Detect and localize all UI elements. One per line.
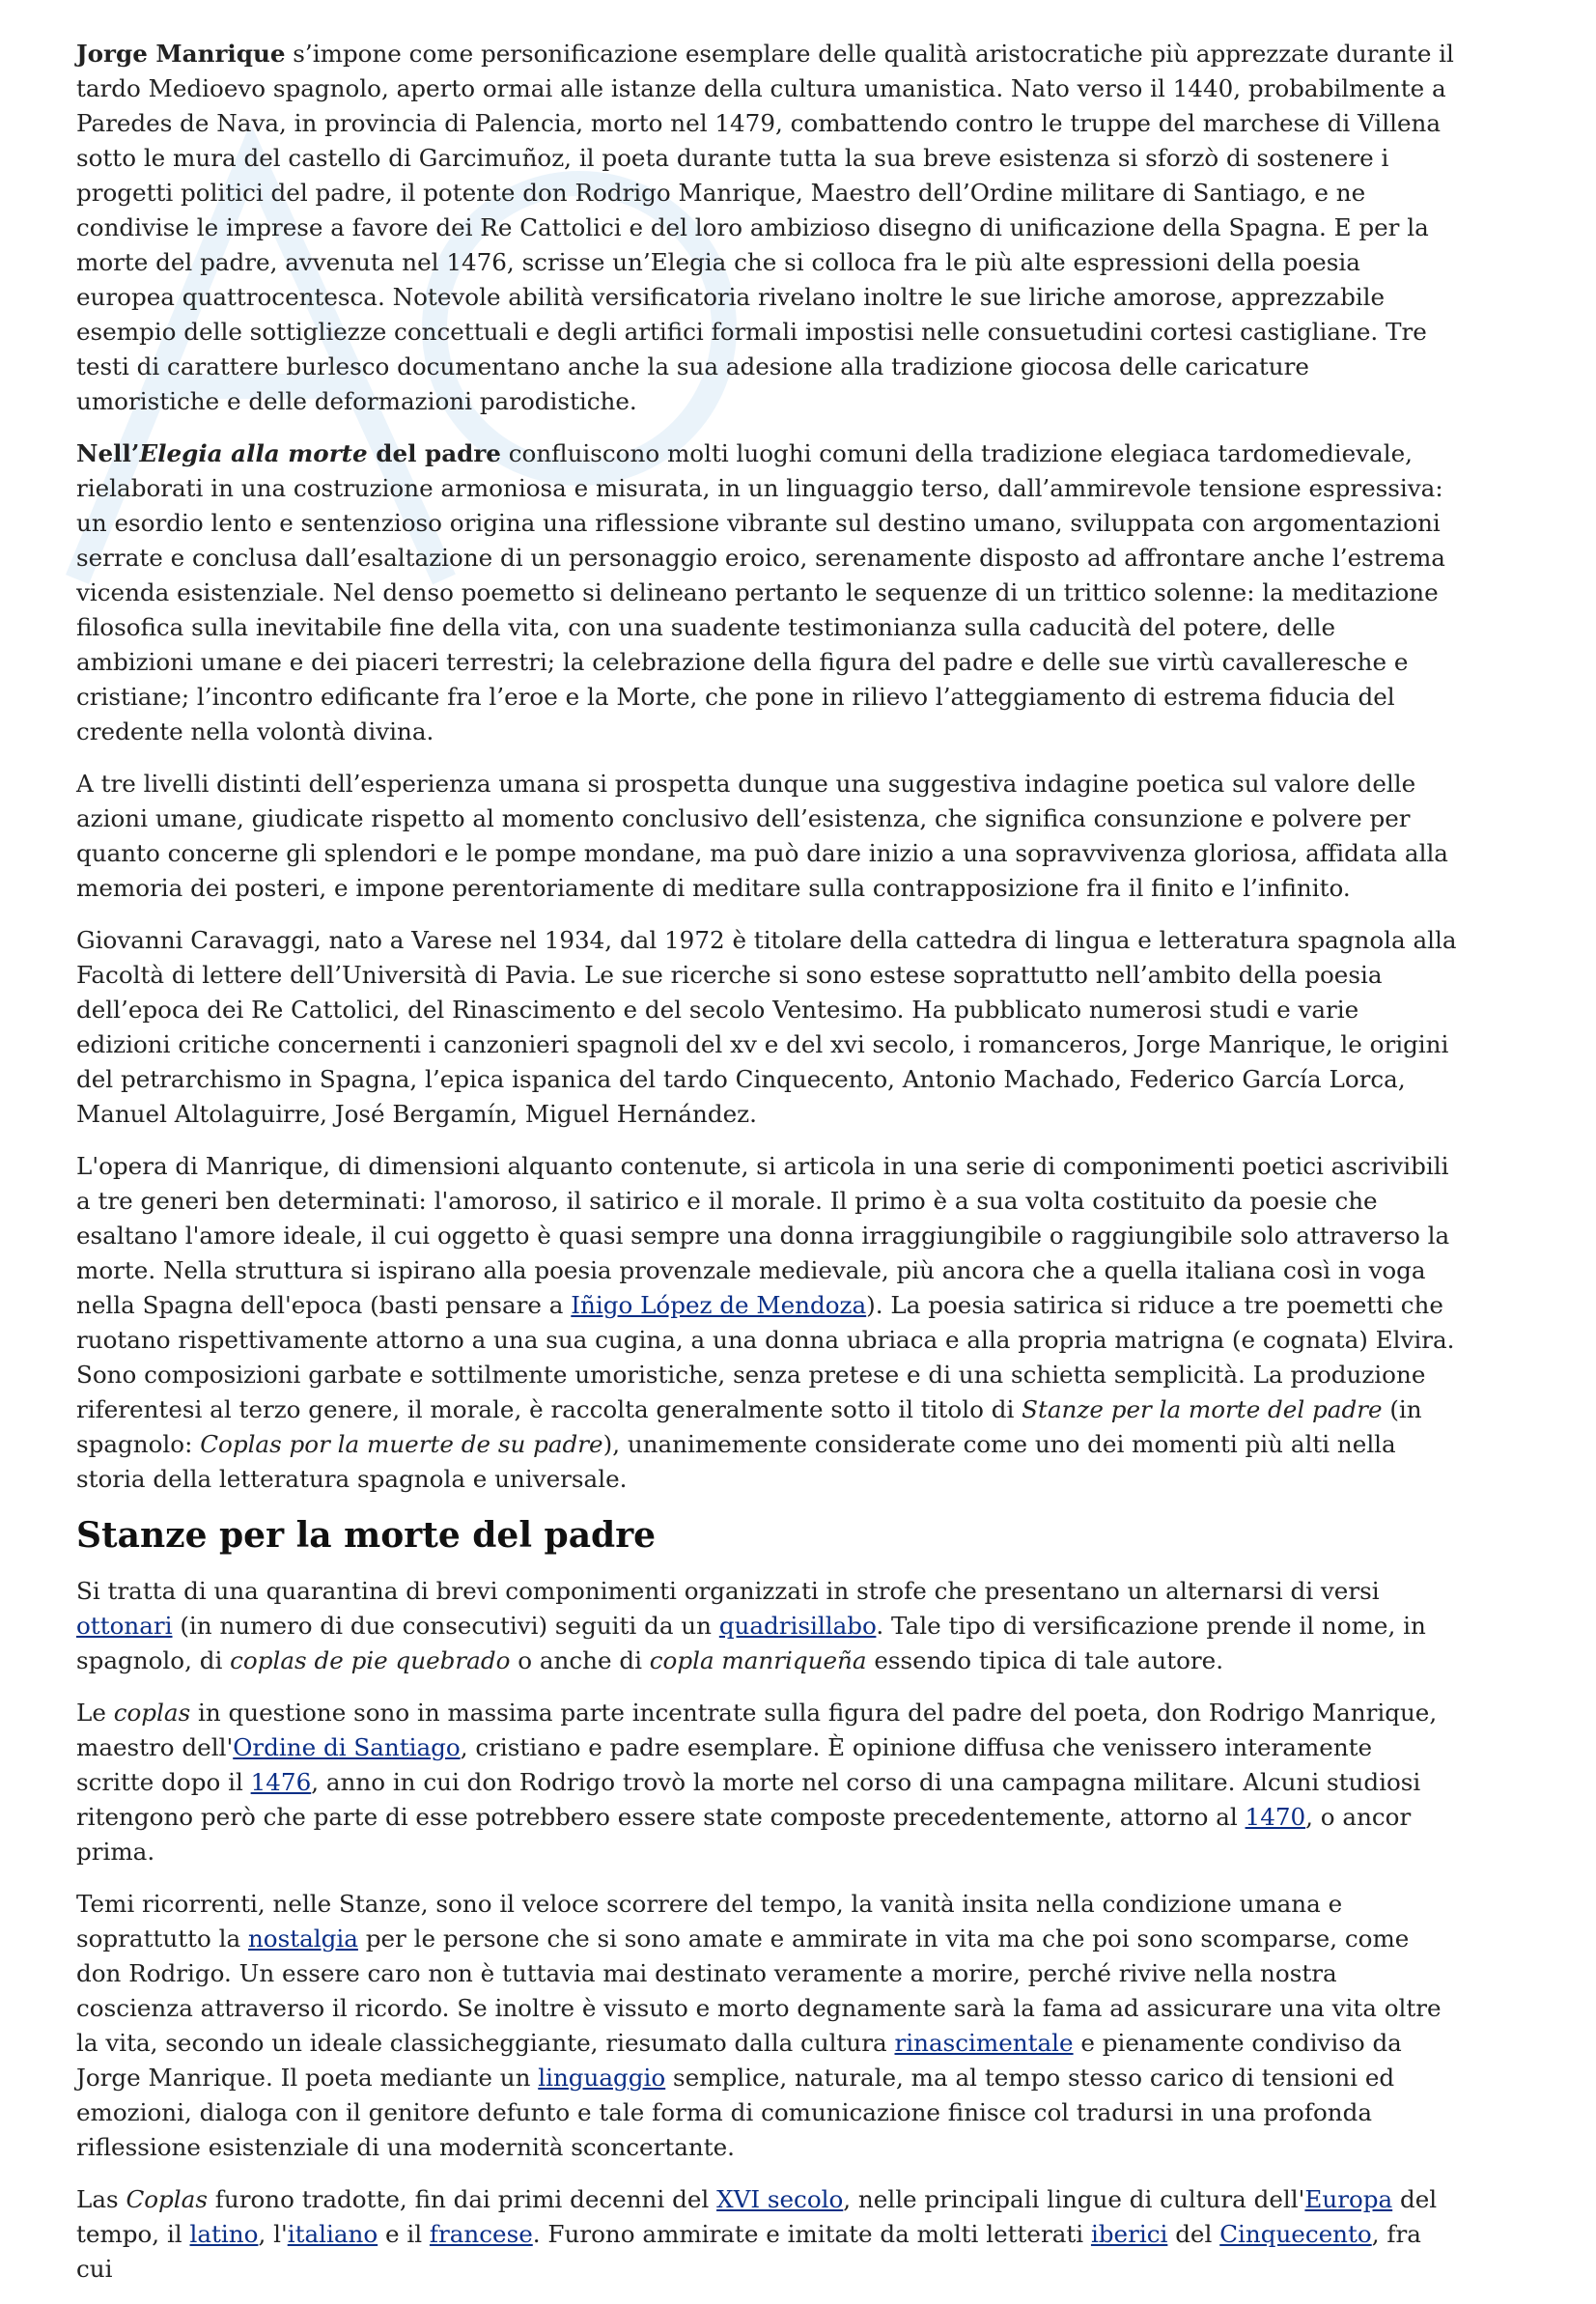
- link-quadrisillabo[interactable]: quadrisillabo: [718, 1612, 877, 1640]
- link-ottonari[interactable]: ottonari: [76, 1612, 173, 1640]
- paragraph-traduzioni: Las Coplas furono tradotte, fin dai primi decenni del XVI secolo, nelle principali lingue di cultura dell'Europa del tempo, il latino, l'italiano e il francese. Furono ammirate e imitate da molti letterati iberici del Cinquecento, fra cui: [76, 2185, 1438, 2283]
- link-1476[interactable]: 1476: [250, 1768, 312, 1796]
- paragraph-livelli: A tre livelli distinti dell’esperienza umana si prospetta dunque una suggestiva indagine poetica sul valore delle azioni umane, giudicate rispetto al momento conclusivo dell’esistenza, che significa consunzione e polvere per quanto concerne gli splendori e le pompe mondane, ma può dare inizio a una sopravvivenza gloriosa, affidata alla memoria dei posteri, e impone perentoriamente di meditare sulla contrapposizione fra il finito e l’infinito.: [76, 770, 1448, 902]
- paragraph-temi: Temi ricorrenti, nelle Stanze, sono il veloce scorrere del tempo, la vanità insita nella condizione umana e soprattutto la nostalgia per le persone che si sono amate e ammirate in vita ma che poi sono scomparse, come don Rodrigo. Un essere caro non è tuttavia mai destinato veramente a morire, perché rivive nella nostra coscienza attraverso il ricordo. Se inoltre è vissuto e morto degnamente sarà la fama ad assicurare una vita oltre la vita, secondo un ideale classicheggiante, riesumato dalla cultura rinascimentale e pienamente condiviso da Jorge Manrique. Il poeta mediante un linguaggio semplice, naturale, ma al tempo stesso carico di tensioni ed emozioni, dialoga con il genitore defunto e tale forma di comunicazione finisce col tradursi in una profonda riflessione esistenziale di una modernità sconcertante.: [76, 1890, 1442, 2161]
- link-cinquecento[interactable]: Cinquecento: [1219, 2220, 1372, 2248]
- link-1470[interactable]: 1470: [1245, 1803, 1306, 1831]
- paragraph-elegia: Nell’Elegia alla morte del padre confluiscono molti luoghi comuni della tradizione elegiaca tardomedievale, rielaborati in una costruzione armoniosa e misurata, in un linguaggio terso, dall’ammirevole tensione espressiva: un esordio lento e sentenzioso origina una riflessione vibrante sul destino umano, sviluppata con argomentazioni serrate e conclusa dall’esaltazione di un personaggio eroico, serenamente disposto ad affrontare anche l’estrema vicenda esistenziale. Nel denso poemetto si delineano pertanto le sequenze di un trittico solenne: la meditazione filosofica sulla inevitabile fine della vita, con una suadente testimonianza sulla caducità del potere, delle ambizioni umane e dei piaceri terrestri; la celebrazione della figura del padre e delle sue virtù cavalleresche e cristiane; l’incontro edificante fra l’eroe e la Morte, che pone in rilievo l’atteggiamento di estrema fiducia del credente nella volontà divina.: [76, 439, 1445, 745]
- link-italiano[interactable]: italiano: [287, 2220, 378, 2248]
- link-latino[interactable]: latino: [189, 2220, 259, 2248]
- document-page: [76, 37, 1457, 2304]
- author-name: Jorge Manrique: [76, 40, 286, 68]
- link-linguaggio[interactable]: linguaggio: [538, 2064, 666, 2092]
- elegia-title: Elegia alla morte: [139, 439, 368, 467]
- link-inigo-lopez-de-mendoza[interactable]: Iñigo López de Mendoza: [571, 1291, 867, 1319]
- paragraph-versificazione: Si tratta di una quarantina di brevi componimenti organizzati in strofe che presentano un alternarsi di versi ottonari (in numero di due consecutivi) seguiti da un quadrisillabo. Tale tipo di versificazione prende il nome, in spagnolo, di coplas de pie quebrado o anche di copla manriqueña essendo tipica di tale autore.: [76, 1577, 1426, 1674]
- paragraph-coplas: Le coplas in questione sono in massima parte incentrate sulla figura del padre del poeta, don Rodrigo Manrique, maestro dell'Ordine di Santiago, cristiano e padre esemplare. È opinione diffusa che venissero interamente scritte dopo il 1476, anno in cui don Rodrigo trovò la morte nel corso di una campagna militare. Alcuni studiosi ritengono però che parte di esse potrebbero essere state composte precedentemente, attorno al 1470, o ancor prima.: [76, 1699, 1438, 1866]
- paragraph-opera: L'opera di Manrique, di dimensioni alquanto contenute, si articola in una serie di componimenti poetici ascrivibili a tre generi ben determinati: l'amoroso, il satirico e il morale. Il primo è a sua volta costituito da poesie che esaltano l'amore ideale, il cui oggetto è quasi sempre una donna irraggiungibile o raggiungibile solo attraverso la morte. Nella struttura si ispirano alla poesia provenzale medievale, più ancora che a quella italiana così in voga nella Spagna dell'epoca (basti pensare a Iñigo López de Mendoza). La poesia satirica si riduce a tre poemetti che ruotano rispettivamente attorno a una sua cugina, a una donna ubriaca e alla propria matrigna (e cognata) Elvira. Sono composizioni garbate e sottilmente umoristiche, senza pretese e di una schietta semplicità. La produzione riferentesi al terzo genere, il morale, è raccolta generalmente sotto il titolo di Stanze per la morte del padre (in spagnolo: Coplas por la muerte de su padre), unanimemente considerate come uno dei momenti più alti nella storia della letteratura spagnola e universale.: [76, 1152, 1455, 1493]
- paragraph-caravaggi: Giovanni Caravaggi, nato a Varese nel 1934, dal 1972 è titolare della cattedra di lingua e letteratura spagnola alla Facoltà di lettere dell’Università di Pavia. Le sue ricerche si sono estese soprattutto nell’ambito della poesia dell’epoca dei Re Cattolici, del Rinascimento e del secolo Ventesimo. Ha pubblicato numerosi studi e varie edizioni critiche concernenti i canzonieri spagnoli del xv e del xvi secolo, i romanceros, Jorge Manrique, le origini del petrarchismo in Spagna, l’epica ispanica del tardo Cinquecento, Antonio Machado, Federico García Lorca, Manuel Altolaguirre, José Bergamín, Miguel Hernández.: [76, 926, 1457, 1128]
- link-ordine-di-santiago[interactable]: Ordine di Santiago: [233, 1733, 461, 1761]
- link-nostalgia[interactable]: nostalgia: [247, 1925, 358, 1953]
- link-xvi-secolo[interactable]: XVI secolo: [716, 2185, 844, 2213]
- link-europa[interactable]: Europa: [1304, 2185, 1393, 2213]
- section-heading: Stanze per la morte del padre: [76, 1515, 657, 1556]
- link-iberici[interactable]: iberici: [1090, 2220, 1168, 2248]
- link-rinascimentale[interactable]: rinascimentale: [894, 2029, 1074, 2057]
- paragraph-intro: Jorge Manrique s’impone come personificazione esemplare delle qualità aristocratiche più apprezzate durante il tardo Medioevo spagnolo, aperto ormai alle istanze della cultura umanistica. Nato verso il 1440, probabilmente a Paredes de Nava, in provincia di Palencia, morto nel 1479, combattendo contro le truppe del marchese di Villena sotto le mura del castello di Garcimuñoz, il poeta durante tutta la sua breve esistenza si sforzò di sostenere i progetti politici del padre, il potente don Rodrigo Manrique, Maestro dell’Ordine militare di Santiago, e ne condivise le imprese a favore dei Re Cattolici e del loro ambizioso disegno di unificazione della Spagna. E per la morte del padre, avvenuta nel 1476, scrisse un’Elegia che si colloca fra le più alte espressioni della poesia europea quattrocentesca. Notevole abilità versificatoria rivelano inoltre le sue liriche amorose, apprezzabile esempio delle sottigliezze concettuali e degli artifici formali impostisi nelle consuetudini cortesi castigliane. Tre testi di carattere burlesco documentano anche la sua adesione alla tradizione giocosa delle caricature umoristiche e delle deformazioni parodistiche.: [76, 40, 1454, 415]
- link-francese[interactable]: francese: [429, 2220, 533, 2248]
